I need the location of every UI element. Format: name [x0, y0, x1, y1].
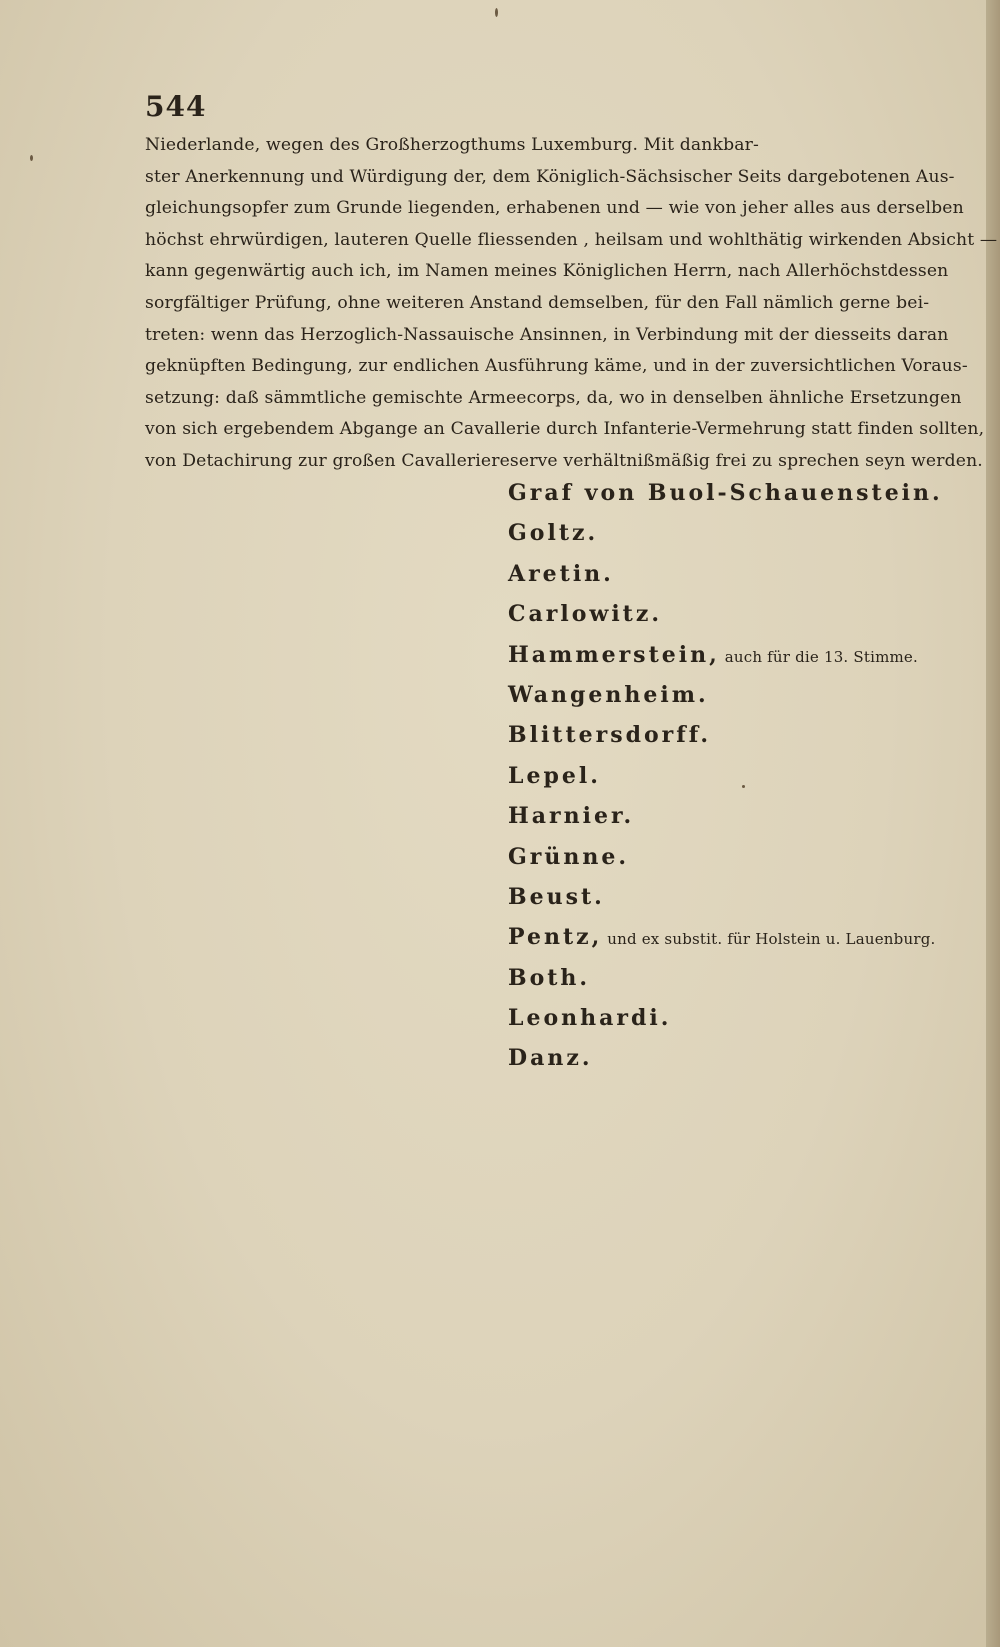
- signature-line: [508, 998, 943, 1038]
- signatory-name: Pentz,: [508, 924, 603, 951]
- signature-line: [508, 473, 943, 513]
- signature-line: [508, 837, 943, 877]
- signatory-name: Danz.: [508, 1045, 593, 1072]
- text-line: Niederlande, wegen des Großherzogthums Luxemburg. Mit dankbar-: [145, 135, 759, 155]
- signatory-name: Grünne.: [508, 843, 630, 870]
- signatory-name: Beust.: [508, 883, 605, 910]
- signatory-name: Graf von Buol-Schauenstein.: [508, 480, 943, 506]
- signature-line: [508, 877, 943, 917]
- text-line: geknüpften Bedingung, zur endlichen Ausführung käme, und in der zuversichtlichen Voraus-: [145, 356, 968, 377]
- signatory-name: Blittersdorff.: [508, 722, 712, 749]
- signature-list: [508, 473, 943, 1079]
- signatory-name: Carlowitz.: [508, 601, 662, 628]
- signature-line: [508, 715, 943, 755]
- signatory-note: auch für die 13. Stimme.: [719, 647, 918, 666]
- text-line: von sich ergebendem Abgange an Cavallerie durch Infanterie-Vermehrung statt finden sollten,: [145, 419, 985, 440]
- signatory-name: Both.: [508, 964, 591, 991]
- signature-line: [508, 958, 943, 998]
- signature-line: [508, 554, 943, 594]
- signatory-name: Leonhardi.: [508, 1005, 672, 1032]
- signature-line: [508, 635, 943, 675]
- text-line: treten: wenn das Herzoglich-Nassauische Ansinnen, in Verbindung mit der diesseits daran: [145, 324, 949, 345]
- signatory-name: Wangenheim.: [508, 681, 709, 708]
- ink-speck: [30, 155, 33, 161]
- text-line: höchst ehrwürdigen, lauteren Quelle fliessenden , heilsam und wohlthätig wirkenden Absicht —: [145, 229, 998, 250]
- signature-line: [508, 1038, 943, 1078]
- text-line: gleichungsopfer zum Grunde liegenden, erhabenen und — wie von jeher alles aus derselben: [145, 198, 964, 219]
- ink-speck: [495, 8, 498, 17]
- text-line: sorgfältiger Prüfung, ohne weiteren Anstand demselben, für den Fall nämlich gerne bei-: [145, 292, 930, 313]
- text-line: ster Anerkennung und Würdigung der, dem Königlich-Sächsischer Seits dargebotenen Aus-: [145, 166, 955, 187]
- page-number: 544: [145, 90, 207, 123]
- signatory-name: Lepel.: [508, 762, 601, 789]
- signature-line: [508, 513, 943, 553]
- signatory-note: und ex substit. für Holstein u. Lauenburg.: [602, 930, 936, 949]
- signature-line: [508, 594, 943, 634]
- signatory-name: Goltz.: [508, 520, 599, 547]
- signature-line: [508, 675, 943, 715]
- text-line: von Detachirung zur großen Cavalleriereserve verhältnißmäßig frei zu sprechen seyn werden.: [145, 450, 983, 471]
- signatory-name: Aretin.: [508, 560, 614, 587]
- body-paragraph: [145, 130, 1000, 478]
- text-line: kann gegenwärtig auch ich, im Namen meines Königlichen Herrn, nach Allerhöchstdessen: [145, 261, 949, 282]
- signatory-name: Hammerstein,: [508, 641, 720, 668]
- text-line: setzung: daß sämmtliche gemischte Armeecorps, da, wo in denselben ähnliche Ersetzungen: [145, 387, 962, 408]
- signature-line: [508, 796, 943, 836]
- signature-line: [508, 917, 943, 957]
- signature-line: [508, 756, 943, 796]
- signatory-name: Harnier.: [508, 803, 635, 830]
